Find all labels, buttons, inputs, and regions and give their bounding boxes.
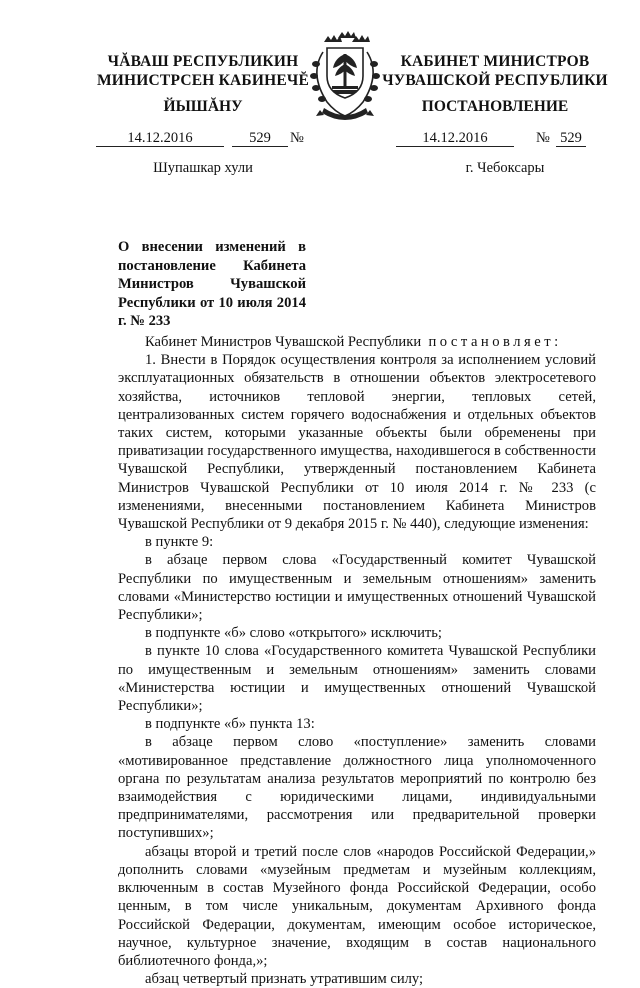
paragraph: в абзаце первом слова «Государственный комитет Чувашской Республики по имущественным и земельным отношениям» заменить словами «Министерство юстиции и имущественных отношений Чувашской Республики»; bbox=[118, 552, 596, 624]
paragraph: абзац четвертый признать утратившим силу; bbox=[145, 971, 424, 988]
issuer-russian-line1: КАБИНЕТ МИНИСТРОВ bbox=[400, 53, 590, 70]
issuer-chuvash bbox=[88, 52, 318, 90]
paragraph: в пункте 9: bbox=[145, 534, 214, 551]
paragraph: в подпункте «б» слово «открытого» исключить; bbox=[145, 625, 442, 642]
intro-prefix: Кабинет Министров Чувашской Республики bbox=[145, 334, 422, 350]
intro-verb: постановляет: bbox=[428, 334, 562, 350]
doc-number-right: 529 bbox=[556, 130, 586, 147]
document-body bbox=[118, 333, 596, 988]
issuer-chuvash-line2: МИНИСТРСЕН КАБИНЕЧĔ bbox=[96, 72, 310, 89]
intro-line bbox=[118, 333, 596, 351]
paragraph: в пункте 10 слова «Государственного комитета Чувашской Республики по имущественным и земельным отношениям» заменить словами «Министерства юстиции и имущественных отношений Чувашской Республики»; bbox=[118, 643, 596, 715]
paragraph: абзацы второй и третий после слов «народов Российской Федерации,» дополнить словами «музейным предметам и музейным коллекциям, включенным в состав Музейного фонда Российской Федерации, особо ценным, в том числе уникальным, документам Архивного фонда Российской Федерации, документам, имеющим особое историческое, научное, культурное значение, входящим в состав национального библиотечного фонда,»; bbox=[118, 843, 596, 969]
issuer-russian bbox=[380, 52, 610, 90]
doc-date-right: 14.12.2016 bbox=[396, 130, 514, 147]
doc-number-left: 529 bbox=[232, 130, 288, 147]
place-russian: г. Чебоксары bbox=[465, 160, 545, 176]
doc-date-left: 14.12.2016 bbox=[96, 130, 224, 147]
paragraph: в абзаце первом слово «поступление» заменить словами «мотивированное представление должностного лица уполномоченного органа по результатам анализа результатов мероприятий по контролю без взаимодействия с юридическими лицами, индивидуальными предпринимателями, рассмотрения или предварительной проверки поступивших»; bbox=[118, 734, 596, 842]
doc-type-chuvash: ЙЫШĂНУ bbox=[163, 98, 243, 115]
number-sign-right: № bbox=[536, 130, 550, 146]
paragraph: в подпункте «б» пункта 13: bbox=[145, 716, 315, 733]
doc-type-russian: ПОСТАНОВЛЕНИЕ bbox=[421, 98, 569, 115]
paragraph: 1. Внести в Порядок осуществления контроля за исполнением условий эксплуатационных обязательств в отношении объектов электросетевого хозяйства, источников тепловой энергии, тепловых сетей, централизованных систем горячего водоснабжения и отдельных объектов таких систем, которыми указанные объекты были обременены при приватизации государственного имущества, находившегося в собственности Чувашской Республики, утвержденный постановлением Кабинета Министров Чувашской Республики от 10 июля 2014 г. № 233 (с изменениями, внесенными постановлением Кабинета Министров Чувашской Республики от 9 декабря 2015 г. № 440), следующие изменения: bbox=[118, 352, 596, 533]
emblem-icon bbox=[302, 30, 388, 126]
number-sign-left: № bbox=[290, 130, 304, 146]
issuer-russian-line2: ЧУВАШСКОЙ РЕСПУБЛИКИ bbox=[382, 72, 608, 89]
issuer-chuvash-line1: ЧĂВАШ РЕСПУБЛИКИН bbox=[107, 53, 299, 70]
document-title: О внесении изменений в постановление Кабинета Министров Чувашской Республики от 10 июля 2014 г. № 233 bbox=[118, 239, 306, 330]
place-chuvash: Шупашкар хули bbox=[153, 160, 253, 176]
